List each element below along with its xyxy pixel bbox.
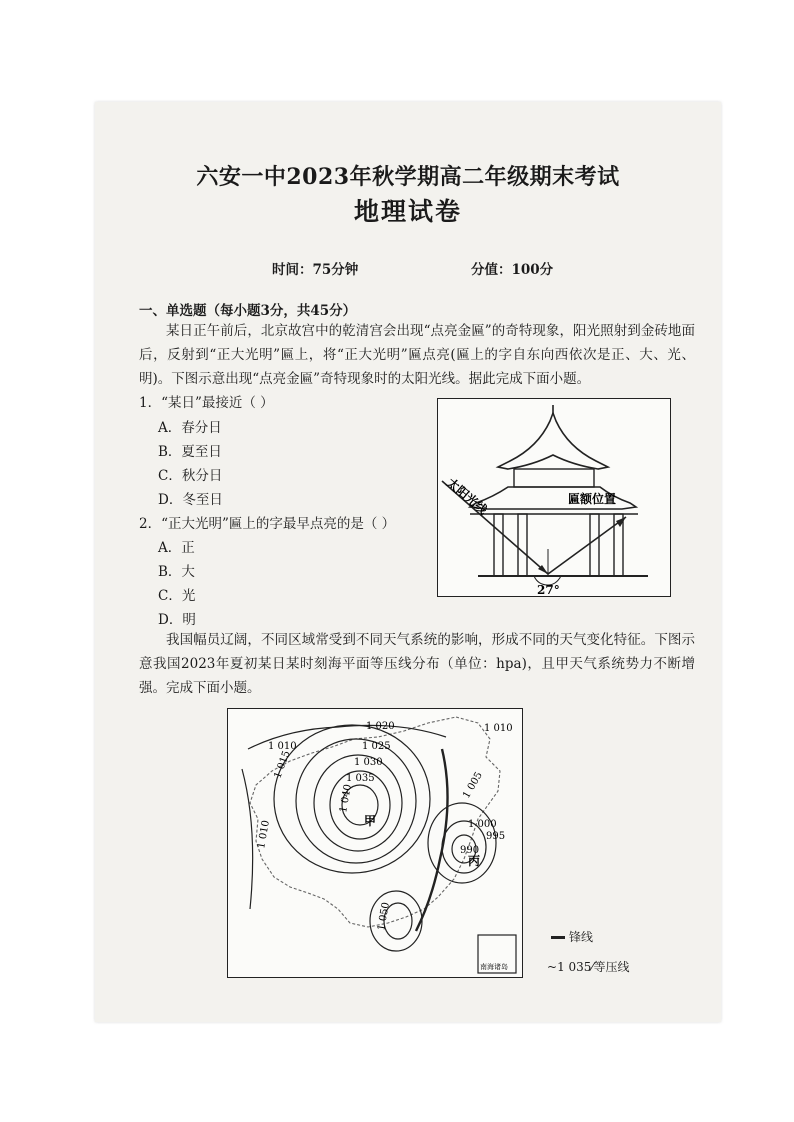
q2-option-c[interactable]: C．光	[158, 588, 196, 604]
isobar-label: 1 010	[484, 723, 513, 734]
sunlight-label: 太阳光线	[444, 475, 490, 518]
exam-sheet	[95, 102, 721, 1022]
isobar-label: 1 010	[268, 741, 297, 752]
inset-label: 南海诸岛	[480, 963, 508, 971]
palace-sunlight-svg	[438, 399, 670, 596]
column-left	[494, 514, 503, 576]
plaque-label: 匾额位置	[568, 492, 617, 506]
isobar-label: 1 015	[272, 749, 293, 781]
legend-front	[551, 928, 593, 945]
isobar-line-icon: ~	[547, 960, 558, 974]
passage-2: 我国幅员辽阔，不同区域常受到不同天气系统的影响，形成不同的天气变化特征。下图示意我国2023年夏初某日某时刻海平面等压线分布（单位：hpa)，且甲天气系统势力不断增强。完成下面小题。	[139, 632, 695, 696]
legend-isobar	[547, 958, 629, 975]
system-jia-label: 甲	[364, 814, 377, 828]
legend-front-label: 锋线	[569, 930, 594, 944]
q2-option-b[interactable]: B．大	[158, 564, 195, 580]
passage-1: 某日正午前后，北京故宫中的乾清宫会出现“点亮金匾”的奇特现象，阳光照射到金砖地面后，反射到“正大光明”匾上，将“正大光明”匾点亮(匾上的字自东向西依次是正、大、光、明)。下图示意出现“点亮金匾”奇特现象时的太阳光线。据此完成下面小题。	[139, 323, 695, 387]
isobar-label: 1 005	[461, 770, 485, 801]
isobar-label: 995	[486, 831, 506, 842]
q2-option-d[interactable]: D．明	[158, 612, 196, 628]
palace-sunlight-figure	[437, 398, 671, 597]
isobar-label: 1 010	[256, 819, 272, 850]
question-1-stem: 1．“某日”最接近（ ）	[139, 395, 274, 411]
isobar-map-svg	[228, 709, 522, 977]
q2-option-a[interactable]: A．正	[158, 540, 195, 556]
question-2-stem: 2．“正大光明”匾上的字最早点亮的是（ ）	[139, 516, 396, 532]
q1-option-c[interactable]: C．秋分日	[158, 468, 223, 484]
isobar-label: 1 035	[346, 773, 375, 784]
upper-wall	[514, 469, 594, 487]
isobar-line-icon: ⁄	[591, 960, 594, 974]
isobar-label: 1 025	[362, 741, 391, 752]
isobar-label: 1 040	[338, 783, 354, 814]
isobar-label: 1 030	[354, 757, 383, 768]
q1-option-d[interactable]: D．冬至日	[158, 492, 223, 508]
isobar-ring-3	[314, 755, 402, 851]
legend-isobar-label: 等压线	[593, 960, 630, 974]
section-title: 一、单选题（每小题3分，共45分）	[139, 303, 357, 319]
exam-title: 六安一中2023年秋学期高二年级期末考试	[196, 164, 620, 190]
isobar-map-figure	[227, 708, 523, 978]
exam-time: 时间：75分钟	[272, 262, 359, 278]
upper-roof	[498, 413, 608, 469]
exam-score: 分值：100分	[471, 262, 554, 278]
isobar-label: 1 020	[366, 721, 395, 732]
exam-subtitle: 地理试卷	[353, 197, 462, 226]
system-bing-label: 丙	[468, 854, 481, 868]
reflected-arrow	[616, 517, 626, 527]
front-line-icon	[551, 936, 565, 939]
isobar-label: 990	[460, 845, 480, 856]
isobar-left	[242, 769, 253, 909]
isobar-label: 1 050	[376, 901, 392, 932]
q1-option-b[interactable]: B．夏至日	[158, 444, 222, 460]
column-2	[518, 514, 527, 576]
isobar-label: 1 000	[468, 819, 497, 830]
legend-isobar-value: 1 035	[557, 960, 592, 974]
angle-label: 27°	[537, 583, 560, 596]
front-line	[416, 749, 448, 931]
column-3	[590, 514, 599, 576]
q1-option-a[interactable]: A．春分日	[158, 420, 222, 436]
